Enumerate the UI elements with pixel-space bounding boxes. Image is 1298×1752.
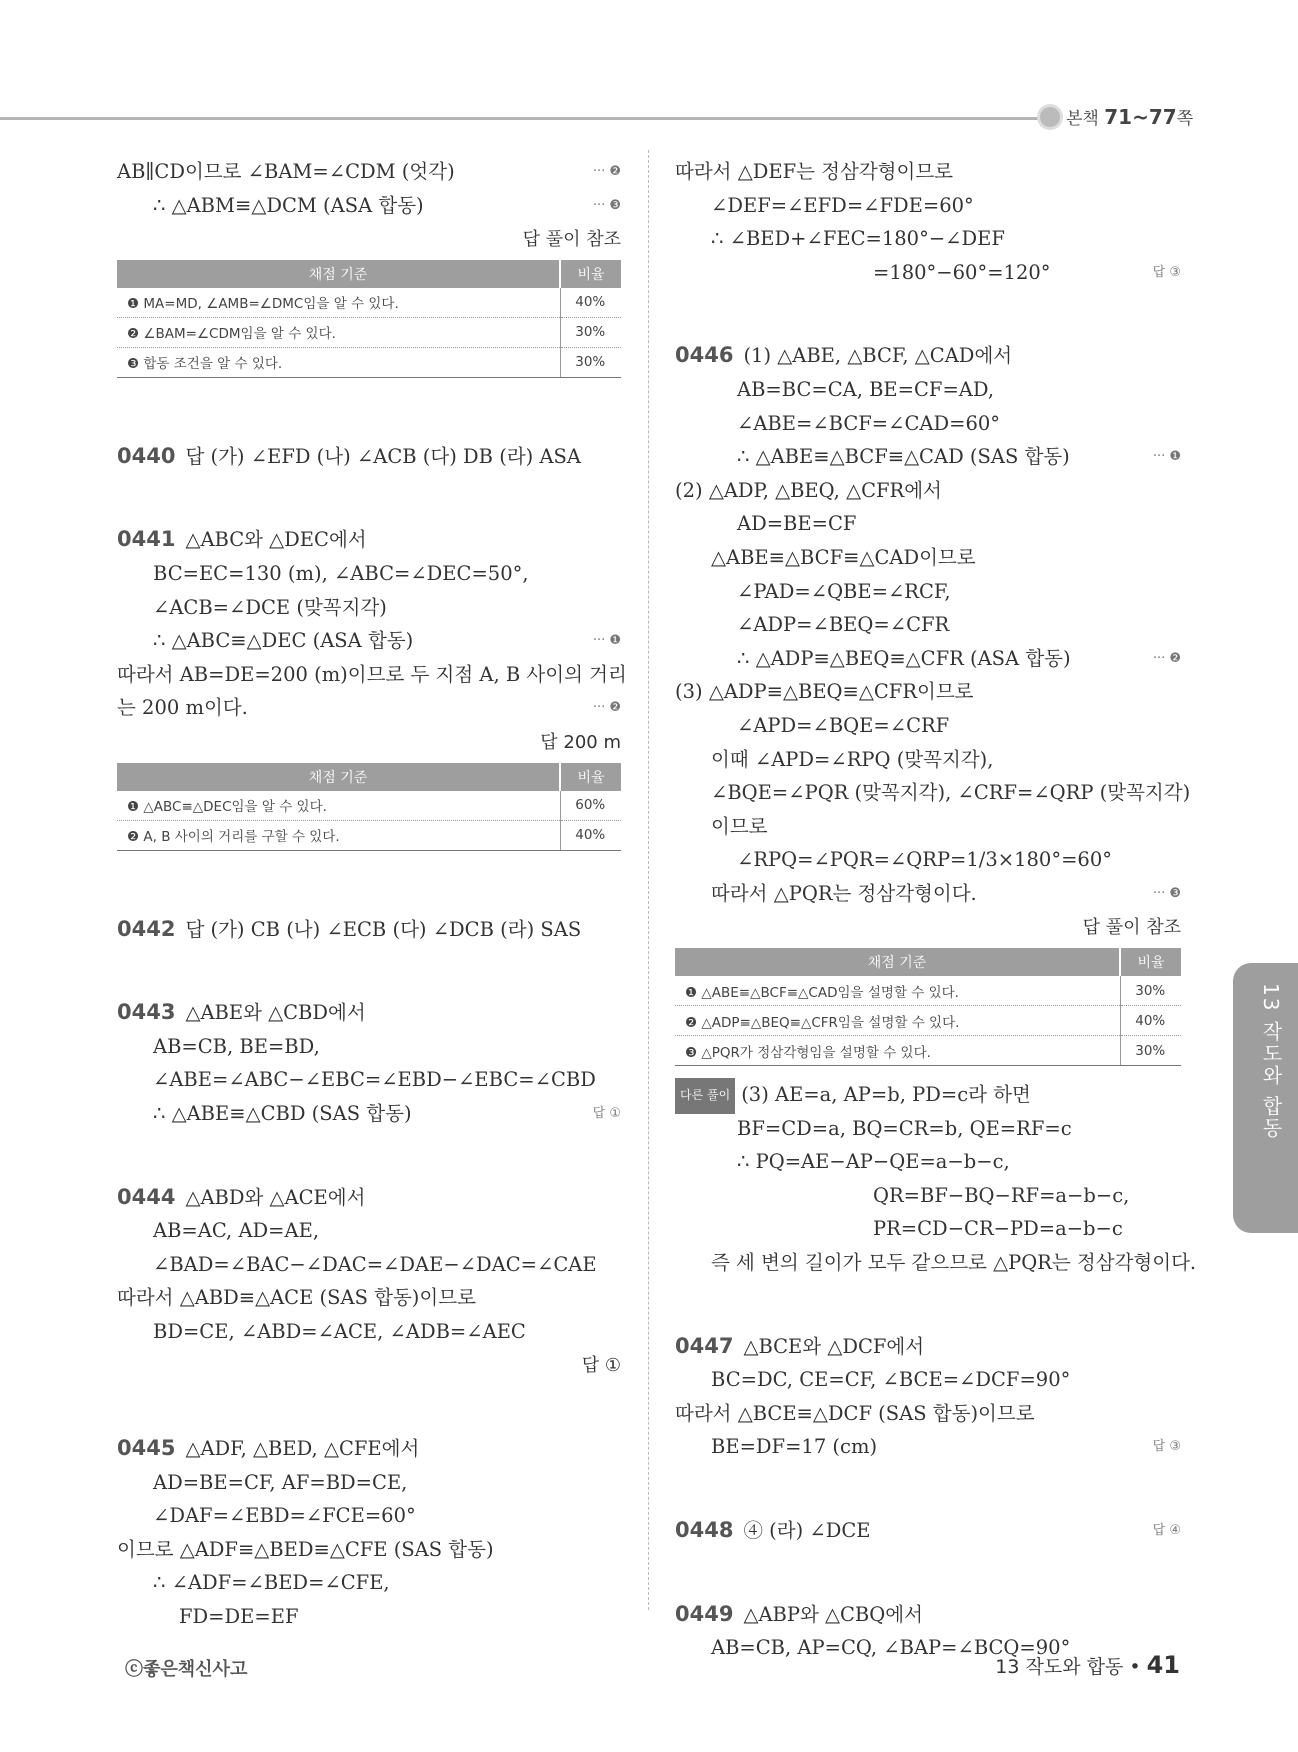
criteria-row (117, 288, 621, 318)
line-text: ∠PAD=∠QBE=∠RCF, (737, 579, 951, 603)
page-reference: 본책 71~77쪽 (1040, 104, 1193, 129)
line-text: (2) △ADP, △BEQ, △CFR에서 (675, 478, 942, 502)
criteria-ratio: 30% (560, 317, 621, 347)
line-text: FD=DE=EF (179, 1605, 299, 1629)
problem-line (117, 913, 621, 947)
step-marker: ··· ❷ (592, 700, 621, 716)
solution-line (675, 1212, 1181, 1246)
problem-line (117, 996, 621, 1030)
criteria-row (117, 820, 621, 850)
criteria-text: ❷ ∠BAM=∠CDM임을 알 수 있다. (117, 317, 560, 347)
criteria-text: ❸ △PQR가 정삼각형임을 설명할 수 있다. (675, 1036, 1120, 1066)
solution-line (675, 675, 1181, 709)
right-column (675, 155, 1197, 1665)
line-text: ∠DEF=∠EFD=∠FDE=60° (711, 193, 974, 217)
line-text: ∴ ∠BED+∠FEC=180°−∠DEF (711, 227, 1005, 251)
solution-line (675, 810, 1181, 844)
line-text: 이므로 △ADF≡△BED≡△CFE (SAS 합동) (117, 1537, 494, 1561)
line-text: BD=CE, ∠ABD=∠ACE, ∠ADB=∠AEC (153, 1319, 526, 1343)
problem-line (117, 1432, 621, 1466)
line-text: △BCE와 △DCF에서 (743, 1334, 925, 1358)
line-text: △ABE≡△BCF≡△CAD이므로 (711, 545, 976, 569)
section-gap (117, 390, 621, 440)
solution-line (675, 1078, 1181, 1112)
line-text: ∠BAD=∠BAC−∠DAC=∠DAE−∠DAC=∠CAE (153, 1252, 597, 1276)
line-text: BC=DC, CE=CF, ∠BCE=∠DCF=90° (711, 1368, 1071, 1392)
problem-line (675, 1330, 1181, 1364)
step-marker: 답 ③ (1152, 1439, 1181, 1455)
line-text: ∴ △ADP≡△BEQ≡△CFR (ASA 합동) (737, 646, 1071, 670)
line-text: ∠ABE=∠BCF=∠CAD=60° (737, 411, 1001, 435)
criteria-row (675, 1036, 1181, 1066)
section-gap (117, 1382, 621, 1432)
solution-line (675, 1363, 1181, 1397)
grading-criteria-table (675, 948, 1181, 1066)
solution-line (675, 608, 1181, 642)
problem-line (675, 1514, 1181, 1548)
solution-line (117, 691, 621, 725)
line-text: △ABP와 △CBQ에서 (743, 1602, 923, 1626)
problem-line (675, 339, 1181, 373)
step-marker: ··· ❷ (592, 164, 621, 179)
line-text: (1) △ABE, △BCF, △CAD에서 (743, 344, 1013, 368)
answer-line (675, 910, 1181, 944)
criteria-header: 채점 기준 (675, 948, 1120, 976)
other-solution-label: 다른 풀이 (675, 1078, 735, 1114)
problem-line (117, 523, 621, 557)
line-text: △ABD와 △ACE에서 (185, 1185, 366, 1209)
grading-criteria-table (117, 260, 621, 378)
line-text: AD=BE=CF (737, 512, 857, 536)
line-text: AB∥CD이므로 ∠BAM=∠CDM (엇각) (117, 160, 455, 183)
section-gap (117, 473, 621, 523)
grading-criteria-table (117, 763, 621, 851)
solution-line (675, 575, 1181, 609)
criteria-row (117, 317, 621, 347)
criteria-text: ❷ A, B 사이의 거리를 구할 수 있다. (117, 820, 560, 850)
problem-number: 0447 (675, 1333, 734, 1358)
section-gap (117, 946, 621, 996)
line-text: PR=CD−CR−PD=a−b−c (873, 1217, 1123, 1241)
solution-line (117, 557, 621, 591)
line-text: ∴ PQ=AE−AP−QE=a−b−c, (737, 1150, 1010, 1174)
solution-line (675, 440, 1181, 474)
header-rule (0, 117, 1040, 120)
line-text: △ADF, △BED, △CFE에서 (185, 1437, 420, 1461)
solution-line (675, 189, 1181, 223)
line-text: BC=EC=130 (m), ∠ABC=∠DEC=50°, (153, 561, 529, 585)
criteria-text: ❶ △ABC≡△DEC임을 알 수 있다. (117, 791, 560, 821)
line-text: AD=BE=CF, AF=BD=CE, (153, 1470, 408, 1494)
solution-line (675, 709, 1181, 743)
line-text: ∴ △ABE≡△CBD (SAS 합동) (153, 1101, 412, 1125)
solution-line (675, 776, 1191, 810)
solution-line (117, 189, 621, 223)
answer-text: 답 ① (581, 1355, 621, 1377)
section-gap (675, 289, 1181, 339)
criteria-row (117, 347, 621, 377)
line-text: 따라서 △PQR는 정삼각형이다. (711, 881, 977, 905)
solution-line (675, 743, 1181, 777)
step-marker: 답 ③ (1152, 264, 1181, 280)
criteria-ratio: 60% (560, 791, 621, 821)
flower-icon (1040, 107, 1060, 127)
solution-line (675, 1246, 1197, 1280)
line-text: 따라서 AB=DE=200 (m)이므로 두 지점 A, B 사이의 거리 (117, 662, 627, 686)
line-text: AB=BC=CA, BE=CF=AD, (737, 377, 995, 401)
line-text: 이때 ∠APD=∠RPQ (맞꼭지각), (711, 747, 994, 771)
ratio-header: 비율 (1120, 948, 1181, 976)
problem-number: 0440 (117, 443, 176, 468)
solution-line (117, 1248, 621, 1282)
solution-line (675, 373, 1181, 407)
problem-number: 0446 (675, 343, 734, 368)
solution-line (117, 658, 627, 692)
problem-line (117, 1181, 621, 1215)
line-text: 따라서 △DEF는 정삼각형이므로 (675, 160, 953, 183)
problem-number: 0442 (117, 916, 176, 941)
solution-line (117, 1315, 621, 1349)
solution-line (117, 1030, 621, 1064)
line-text: ④ (라) ∠DCE (743, 1519, 871, 1542)
solution-line (675, 843, 1181, 877)
step-marker: ··· ❸ (1152, 885, 1181, 901)
solution-line (675, 1397, 1181, 1431)
criteria-ratio: 30% (1120, 1036, 1181, 1066)
line-text: BE=DF=17 (cm) (711, 1435, 878, 1459)
criteria-row (117, 791, 621, 821)
left-column (117, 155, 627, 1634)
solution-line (675, 877, 1181, 911)
criteria-text: ❸ 합동 조건을 알 수 있다. (117, 347, 560, 377)
answer-text: 답 풀이 참조 (1082, 917, 1181, 939)
solution-line (675, 256, 1181, 290)
line-text: QR=BF−BQ−RF=a−b−c, (873, 1183, 1130, 1207)
section-gap (675, 1464, 1181, 1514)
step-marker: ··· ❸ (592, 197, 621, 213)
line-text: ∠BQE=∠PQR (맞꼭지각), ∠CRF=∠QRP (맞꼭지각) (711, 781, 1191, 805)
line-text: ∴ △ABE≡△BCF≡△CAD (SAS 합동) (737, 445, 1070, 469)
line-text: ∠ABE=∠ABC−∠EBC=∠EBD−∠EBC=∠CBD (153, 1068, 596, 1092)
line-text: 따라서 △ABD≡△ACE (SAS 합동)이므로 (117, 1286, 476, 1310)
step-marker: ··· ❶ (592, 633, 621, 649)
solution-line (675, 1145, 1181, 1179)
criteria-text: ❶ MA=MD, ∠AMB=∠DMC임을 알 수 있다. (117, 288, 560, 318)
line-text: (3) △ADP≡△BEQ≡△CFR이므로 (675, 680, 974, 704)
line-text: AB=AC, AD=AE, (153, 1219, 320, 1243)
section-gap (117, 1131, 621, 1181)
criteria-ratio: 40% (560, 820, 621, 850)
page-footer: 13 작도와 합동 • 41 (995, 1651, 1180, 1679)
problem-number: 0448 (675, 1518, 734, 1542)
line-text: ∴ △ABC≡△DEC (ASA 합동) (153, 629, 414, 653)
solution-line (675, 155, 1181, 189)
criteria-text: ❶ △ABE≡△BCF≡△CAD임을 설명할 수 있다. (675, 976, 1120, 1006)
solution-line (675, 642, 1181, 676)
problem-number: 0449 (675, 1601, 734, 1626)
column-divider (648, 150, 649, 1610)
step-marker: 답 ① (592, 1105, 621, 1121)
solution-line (675, 407, 1181, 441)
publisher-mark: ⓒ좋은책신사고 (125, 1659, 248, 1680)
solution-line (675, 541, 1181, 575)
criteria-ratio: 40% (560, 288, 621, 318)
answer-line (117, 1348, 621, 1382)
line-text: 즉 세 변의 길이가 모두 같으므로 △PQR는 정삼각형이다. (711, 1251, 1197, 1275)
solution-line (117, 1466, 621, 1500)
step-marker: ··· ❶ (1152, 449, 1181, 465)
solution-line (675, 474, 1181, 508)
solution-line (675, 507, 1181, 541)
page-number: 41 (1146, 1651, 1180, 1679)
solution-line (675, 1112, 1181, 1146)
criteria-ratio: 30% (1120, 976, 1181, 1006)
solution-line (117, 1281, 621, 1315)
step-marker: ··· ❷ (1152, 650, 1181, 666)
line-text: ∴ △ABM≡△DCM (ASA 합동) (153, 193, 424, 217)
line-text: ∠APD=∠BQE=∠CRF (737, 713, 950, 737)
solution-line (117, 1097, 621, 1131)
solution-line (117, 1063, 621, 1097)
criteria-header: 채점 기준 (117, 763, 560, 791)
solution-line (117, 1214, 621, 1248)
section-gap (675, 1280, 1181, 1330)
solution-line (675, 1430, 1181, 1464)
line-text: AB=CB, AP=CQ, ∠BAP=∠BCQ=90° (711, 1636, 1071, 1660)
problem-number: 0441 (117, 527, 176, 552)
criteria-header: 채점 기준 (117, 260, 560, 288)
ratio-header: 비율 (560, 260, 621, 288)
line-text: ∠ACB=∠DCE (맞꼭지각) (153, 595, 387, 619)
problem-number: 0444 (117, 1184, 176, 1209)
solution-line (675, 1179, 1181, 1213)
solution-line (117, 1499, 621, 1533)
answer-text: 답 풀이 참조 (522, 229, 621, 251)
criteria-ratio: 40% (1120, 1006, 1181, 1036)
solution-line (117, 624, 621, 658)
solution-line (117, 155, 621, 189)
problem-line (117, 440, 621, 474)
line-text: (3) AE=a, AP=b, PD=c라 하면 (741, 1083, 1031, 1107)
section-gap (117, 863, 621, 913)
line-text: ∴ ∠ADF=∠BED=∠CFE, (153, 1571, 390, 1595)
problem-line (675, 1598, 1181, 1632)
problem-number: 0445 (117, 1436, 176, 1461)
step-marker: 답 ④ (1152, 1523, 1181, 1538)
line-text: ∠DAF=∠EBD=∠FCE=60° (153, 1504, 416, 1528)
solution-line (117, 1600, 621, 1634)
line-text: BF=CD=a, BQ=CR=b, QE=RF=c (737, 1116, 1072, 1140)
answer-text: 답 200 m (540, 731, 621, 753)
solution-line (117, 1566, 621, 1600)
line-text: 답 (가) ∠EFD (나) ∠ACB (다) DB (라) ASA (185, 444, 581, 468)
line-text: ∠ADP=∠BEQ=∠CFR (737, 613, 950, 637)
line-text: 는 200 m이다. (117, 696, 248, 720)
answer-line (117, 222, 621, 256)
solution-line (117, 1533, 621, 1567)
line-text: 따라서 △BCE≡△DCF (SAS 합동)이므로 (675, 1401, 1035, 1425)
line-text: △ABC와 △DEC에서 (185, 528, 367, 552)
line-text: 답 (가) CB (나) ∠ECB (다) ∠DCB (라) SAS (185, 917, 582, 941)
answer-line (117, 725, 621, 759)
criteria-ratio: 30% (560, 347, 621, 377)
problem-number: 0443 (117, 1000, 176, 1025)
line-text: AB=CB, BE=BD, (153, 1034, 320, 1058)
line-text: =180°−60°=120° (873, 260, 1051, 284)
ratio-header: 비율 (560, 763, 621, 791)
criteria-row (675, 976, 1181, 1006)
solution-line (117, 591, 621, 625)
section-gap (675, 1548, 1181, 1598)
criteria-text: ❷ △ADP≡△BEQ≡△CFR임을 설명할 수 있다. (675, 1006, 1120, 1036)
solution-line (675, 222, 1181, 256)
criteria-row (675, 1006, 1181, 1036)
line-text: △ABE와 △CBD에서 (185, 1001, 366, 1025)
line-text: ∠RPQ=∠PQR=∠QRP=1/3×180°=60° (737, 848, 1112, 872)
chapter-side-tab[interactable]: 13 작도와 합동 (1233, 963, 1298, 1233)
line-text: 이므로 (711, 814, 768, 838)
